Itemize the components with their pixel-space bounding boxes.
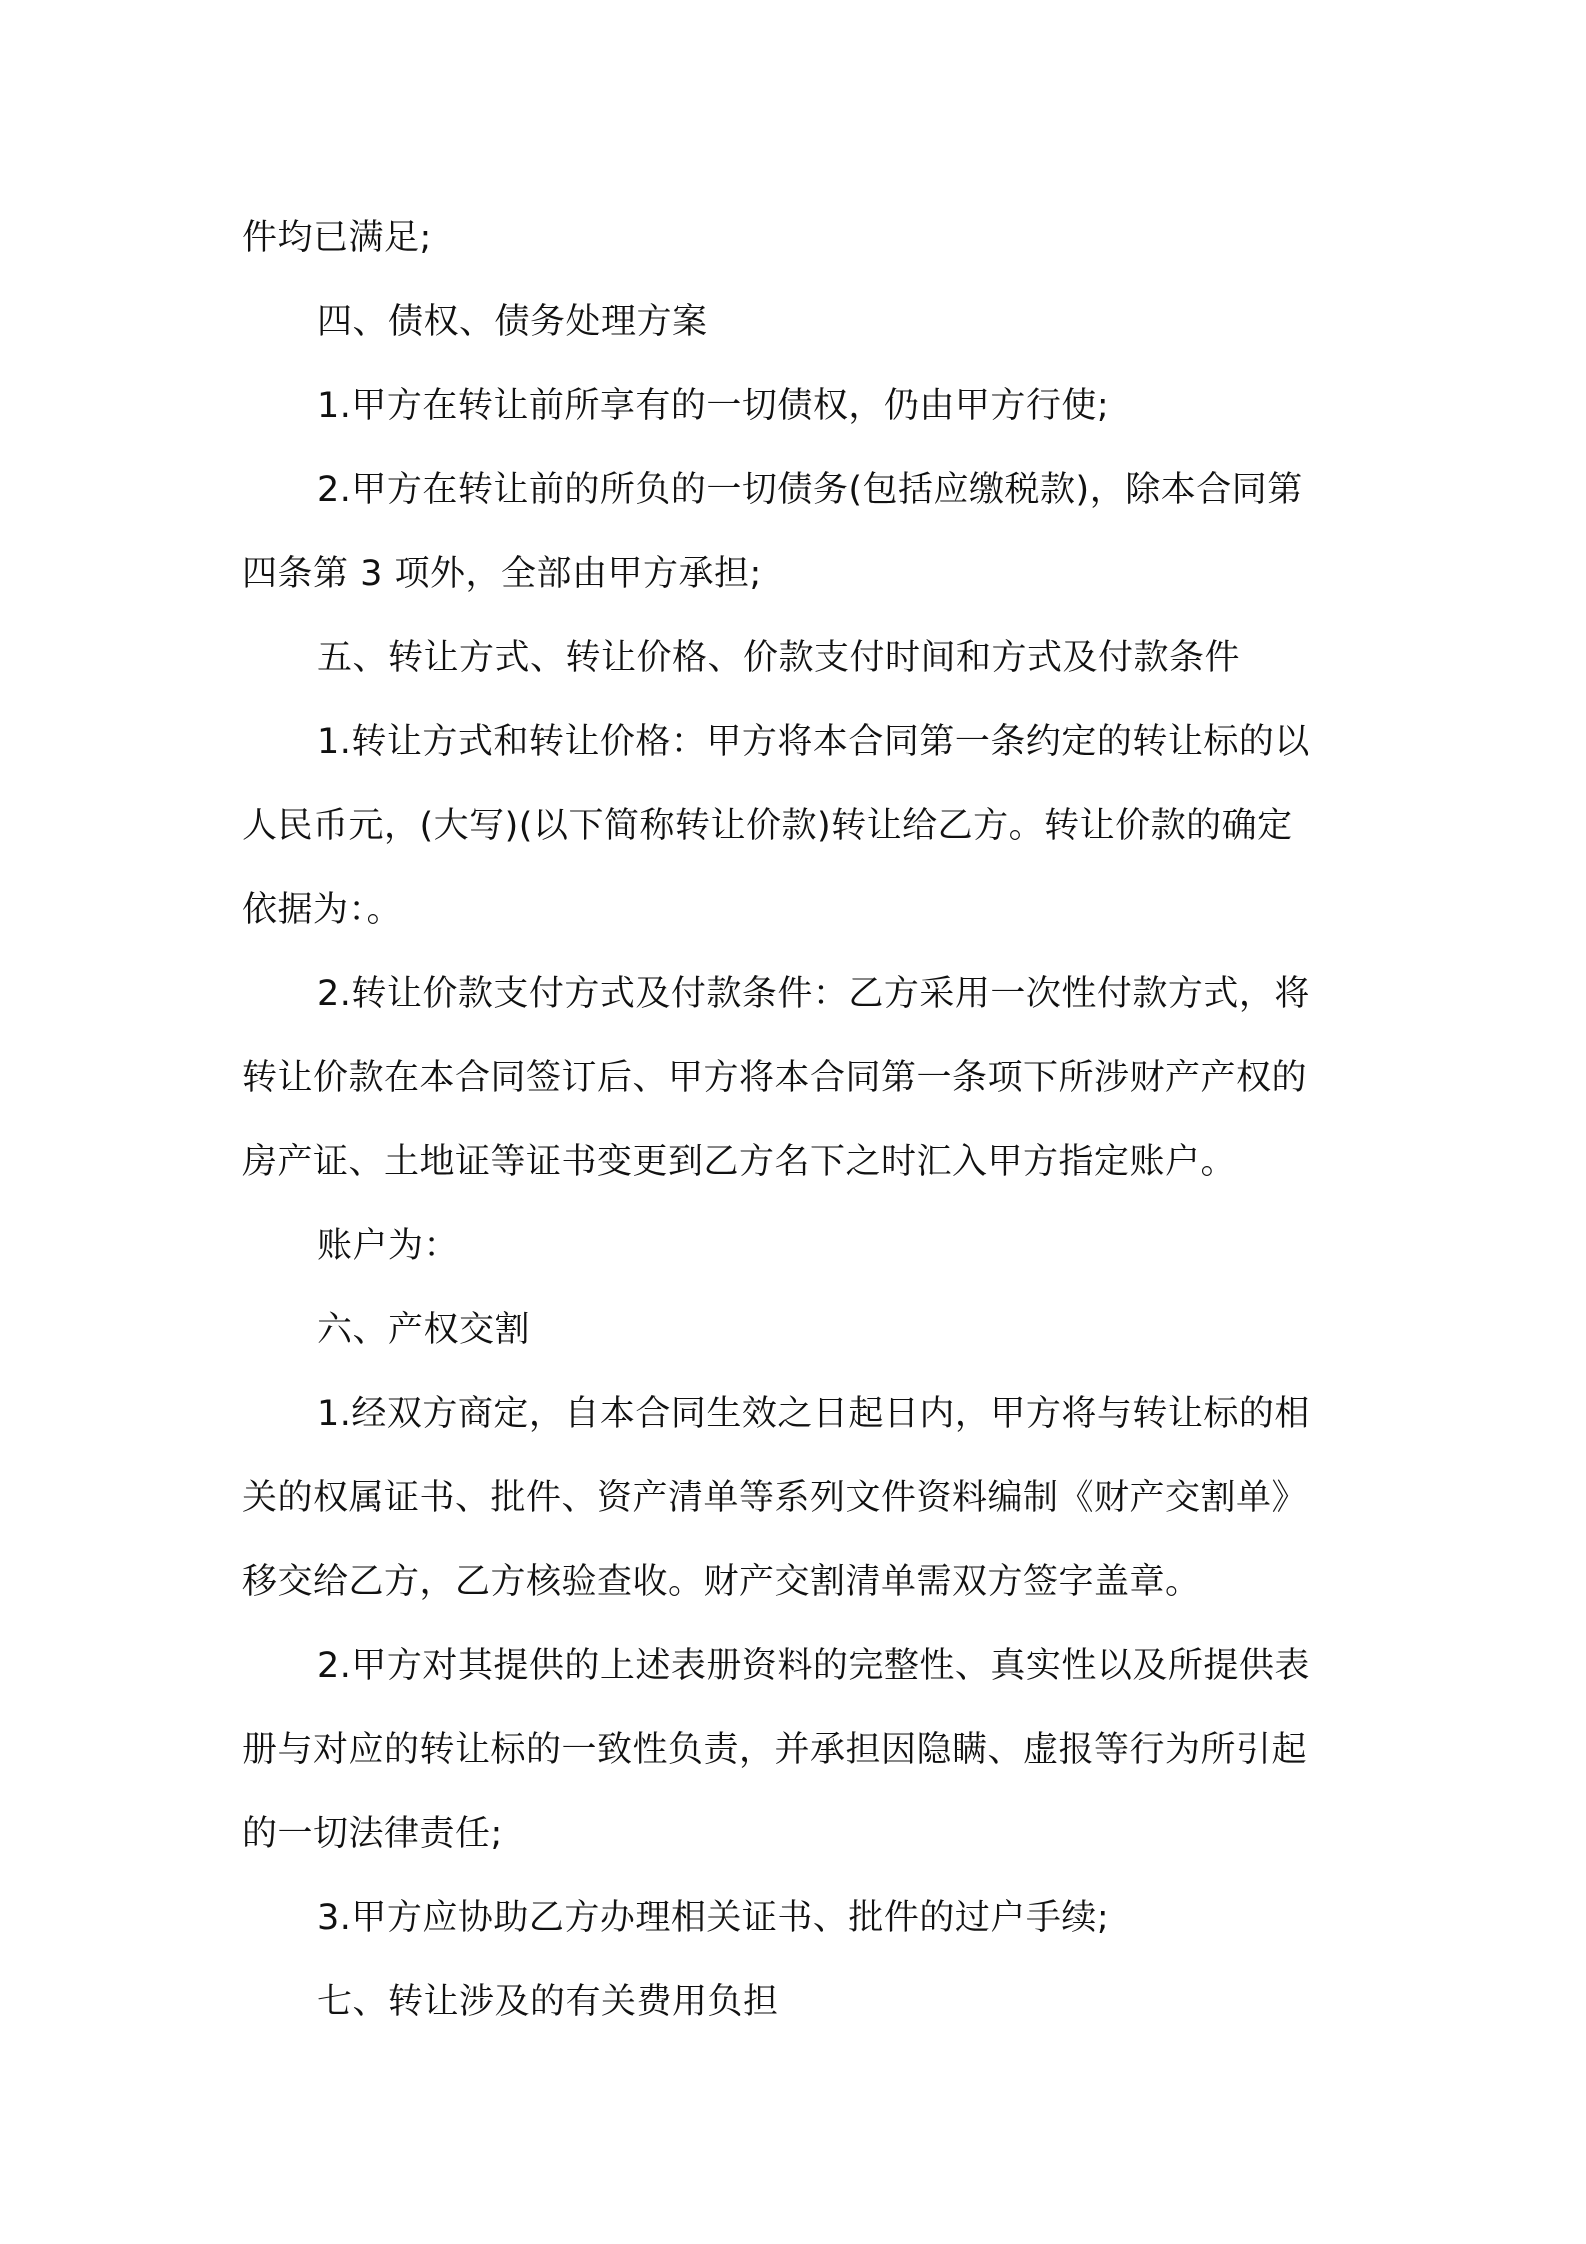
text-line: 2.甲方对其提供的上述表册资料的完整性、真实性以及所提供表: [317, 1646, 1310, 1686]
text-line: 四条第 3 项外，全部由甲方承担;: [242, 554, 762, 594]
section-heading: 六、产权交割: [317, 1310, 531, 1350]
document-body: [242, 196, 1360, 2044]
text-line: 2.甲方在转让前的所负的一切债务(包括应缴税款)，除本合同第: [317, 470, 1303, 510]
text-line: 移交给乙方，乙方核验查收。财产交割清单需双方签字盖章。: [242, 1562, 1201, 1602]
text-line: 件均已满足;: [242, 218, 432, 258]
text-line: 册与对应的转让标的一致性负责，并承担因隐瞒、虚报等行为所引起: [242, 1730, 1308, 1770]
section-heading: 七、转让涉及的有关费用负担: [317, 1982, 779, 2022]
text-line: 账户为：: [317, 1226, 460, 1266]
text-line: 转让价款在本合同签订后、甲方将本合同第一条项下所涉财产产权的: [242, 1058, 1308, 1098]
section-heading: 四、债权、债务处理方案: [317, 302, 708, 342]
text-line: 1.转让方式和转让价格：甲方将本合同第一条约定的转让标的以: [317, 722, 1310, 762]
text-line: 关的权属证书、批件、资产清单等系列文件资料编制《财产交割单》: [242, 1478, 1308, 1518]
text-line: 房产证、土地证等证书变更到乙方名下之时汇入甲方指定账户。: [242, 1142, 1237, 1182]
text-line: 1.甲方在转让前所享有的一切债权，仍由甲方行使;: [317, 386, 1110, 426]
section-heading: 五、转让方式、转让价格、价款支付时间和方式及付款条件: [317, 638, 1241, 678]
text-line: 的一切法律责任;: [242, 1814, 503, 1854]
text-line: 2.转让价款支付方式及付款条件：乙方采用一次性付款方式，将: [317, 974, 1310, 1014]
text-line: 依据为：。: [242, 890, 403, 930]
text-line: 3.甲方应协助乙方办理相关证书、批件的过户手续;: [317, 1898, 1110, 1938]
text-line: 人民币元，(大写)(以下简称转让价款)转让给乙方。转让价款的确定: [242, 806, 1293, 846]
text-line: 1.经双方商定，自本合同生效之日起日内，甲方将与转让标的相: [317, 1394, 1310, 1434]
